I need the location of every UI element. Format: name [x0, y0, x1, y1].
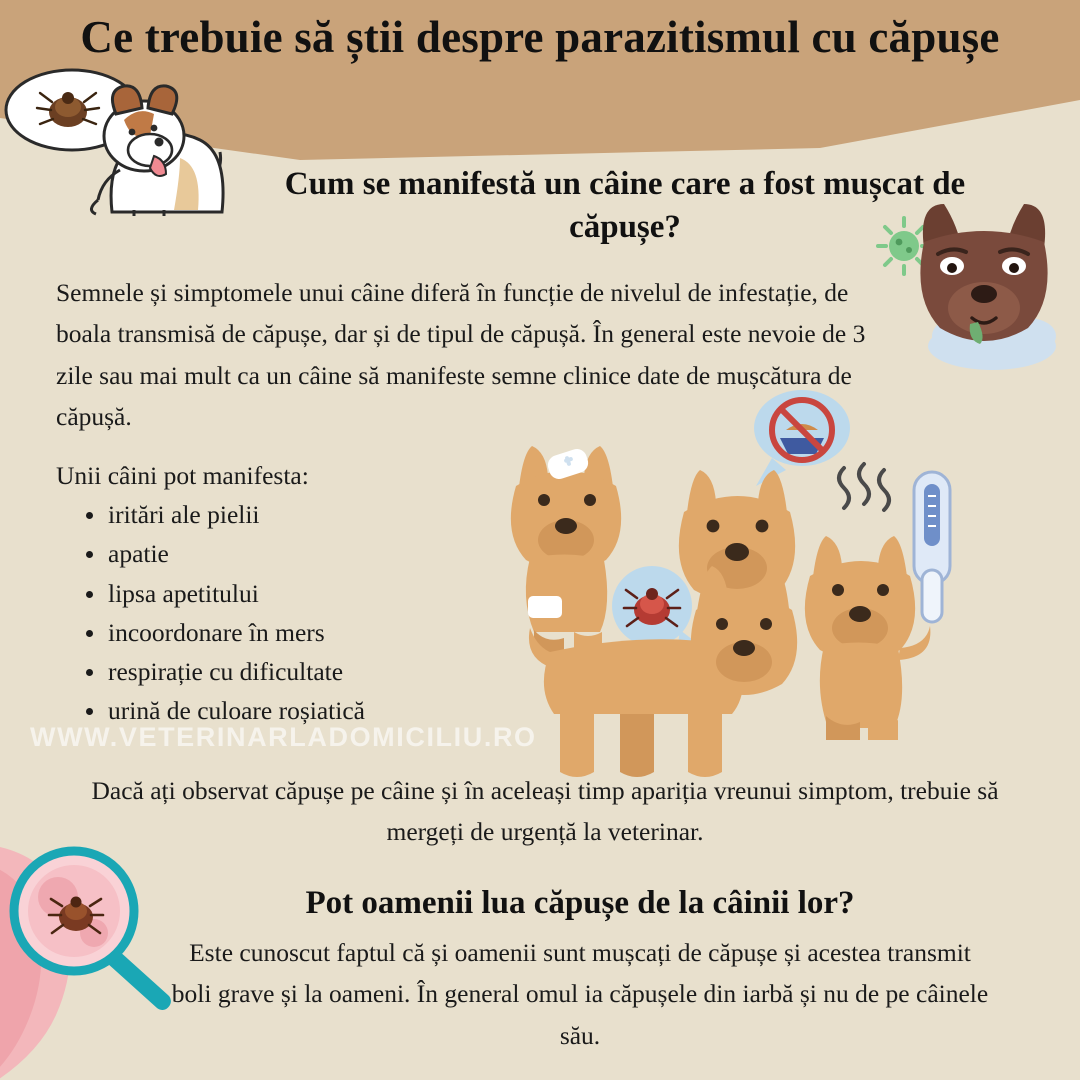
page-title: Ce trebuie să știi despre parazitismul cu căpușe — [80, 12, 1000, 62]
dogs-group-illustration — [500, 400, 1000, 770]
list-item: apatie — [102, 534, 365, 573]
sick-dog-head-illustration — [880, 196, 1080, 376]
dog-with-bandage — [511, 446, 621, 652]
list-item: lipsa apetitului — [102, 574, 365, 613]
thermometer-icon — [914, 472, 950, 622]
list-item: respirație cu dificultate — [102, 652, 365, 691]
section-heading-symptoms: Cum se manifestă un câine care a fost mușcat de căpușe? — [284, 166, 966, 245]
dog-sitting-right — [805, 536, 931, 740]
section-heading-humans: Pot oamenii lua căpușe de la câinii lor? — [305, 885, 855, 921]
no-food-bubble-icon — [754, 390, 850, 486]
leg-bandage-icon — [528, 596, 562, 618]
watermark-text: WWW.VETERINARLADOMICILIU.RO — [30, 722, 537, 752]
list-intro-label: Unii câini pot manifesta: — [56, 461, 309, 490]
symptom-list — [78, 495, 365, 731]
paragraph-symptoms-intro: Semnele și simptomele unui câine diferă în funcție de nivelul de infestație, de boala transmisă de căpușe, dar și de tipul de căpușă. În general este nevoie de 3 zile sau mai mult ca un câine să manifeste semne clinice date de mușcătura de căpușă. — [56, 278, 866, 431]
heat-waves-icon — [839, 464, 889, 510]
list-item: urină de culoare roșiatică — [102, 691, 365, 730]
paragraph-vet-warning: Dacă ați observat căpușe pe câine și în aceleași timp apariția vreunui simptom, trebuie să mergeți de urgență la veterinar. — [91, 776, 999, 847]
dog-with-tick-speech-bubble-illustration — [4, 62, 254, 232]
list-item: iritări ale pielii — [102, 495, 365, 534]
list-item: incoordonare în mers — [102, 613, 365, 652]
paragraph-humans: Este cunoscut faptul că și oamenii sunt mușcați de căpușe și acestea transmit boli grave și la oameni. În general omul ia căpușele din iarbă și nu de pe câinele său. — [171, 938, 989, 1050]
